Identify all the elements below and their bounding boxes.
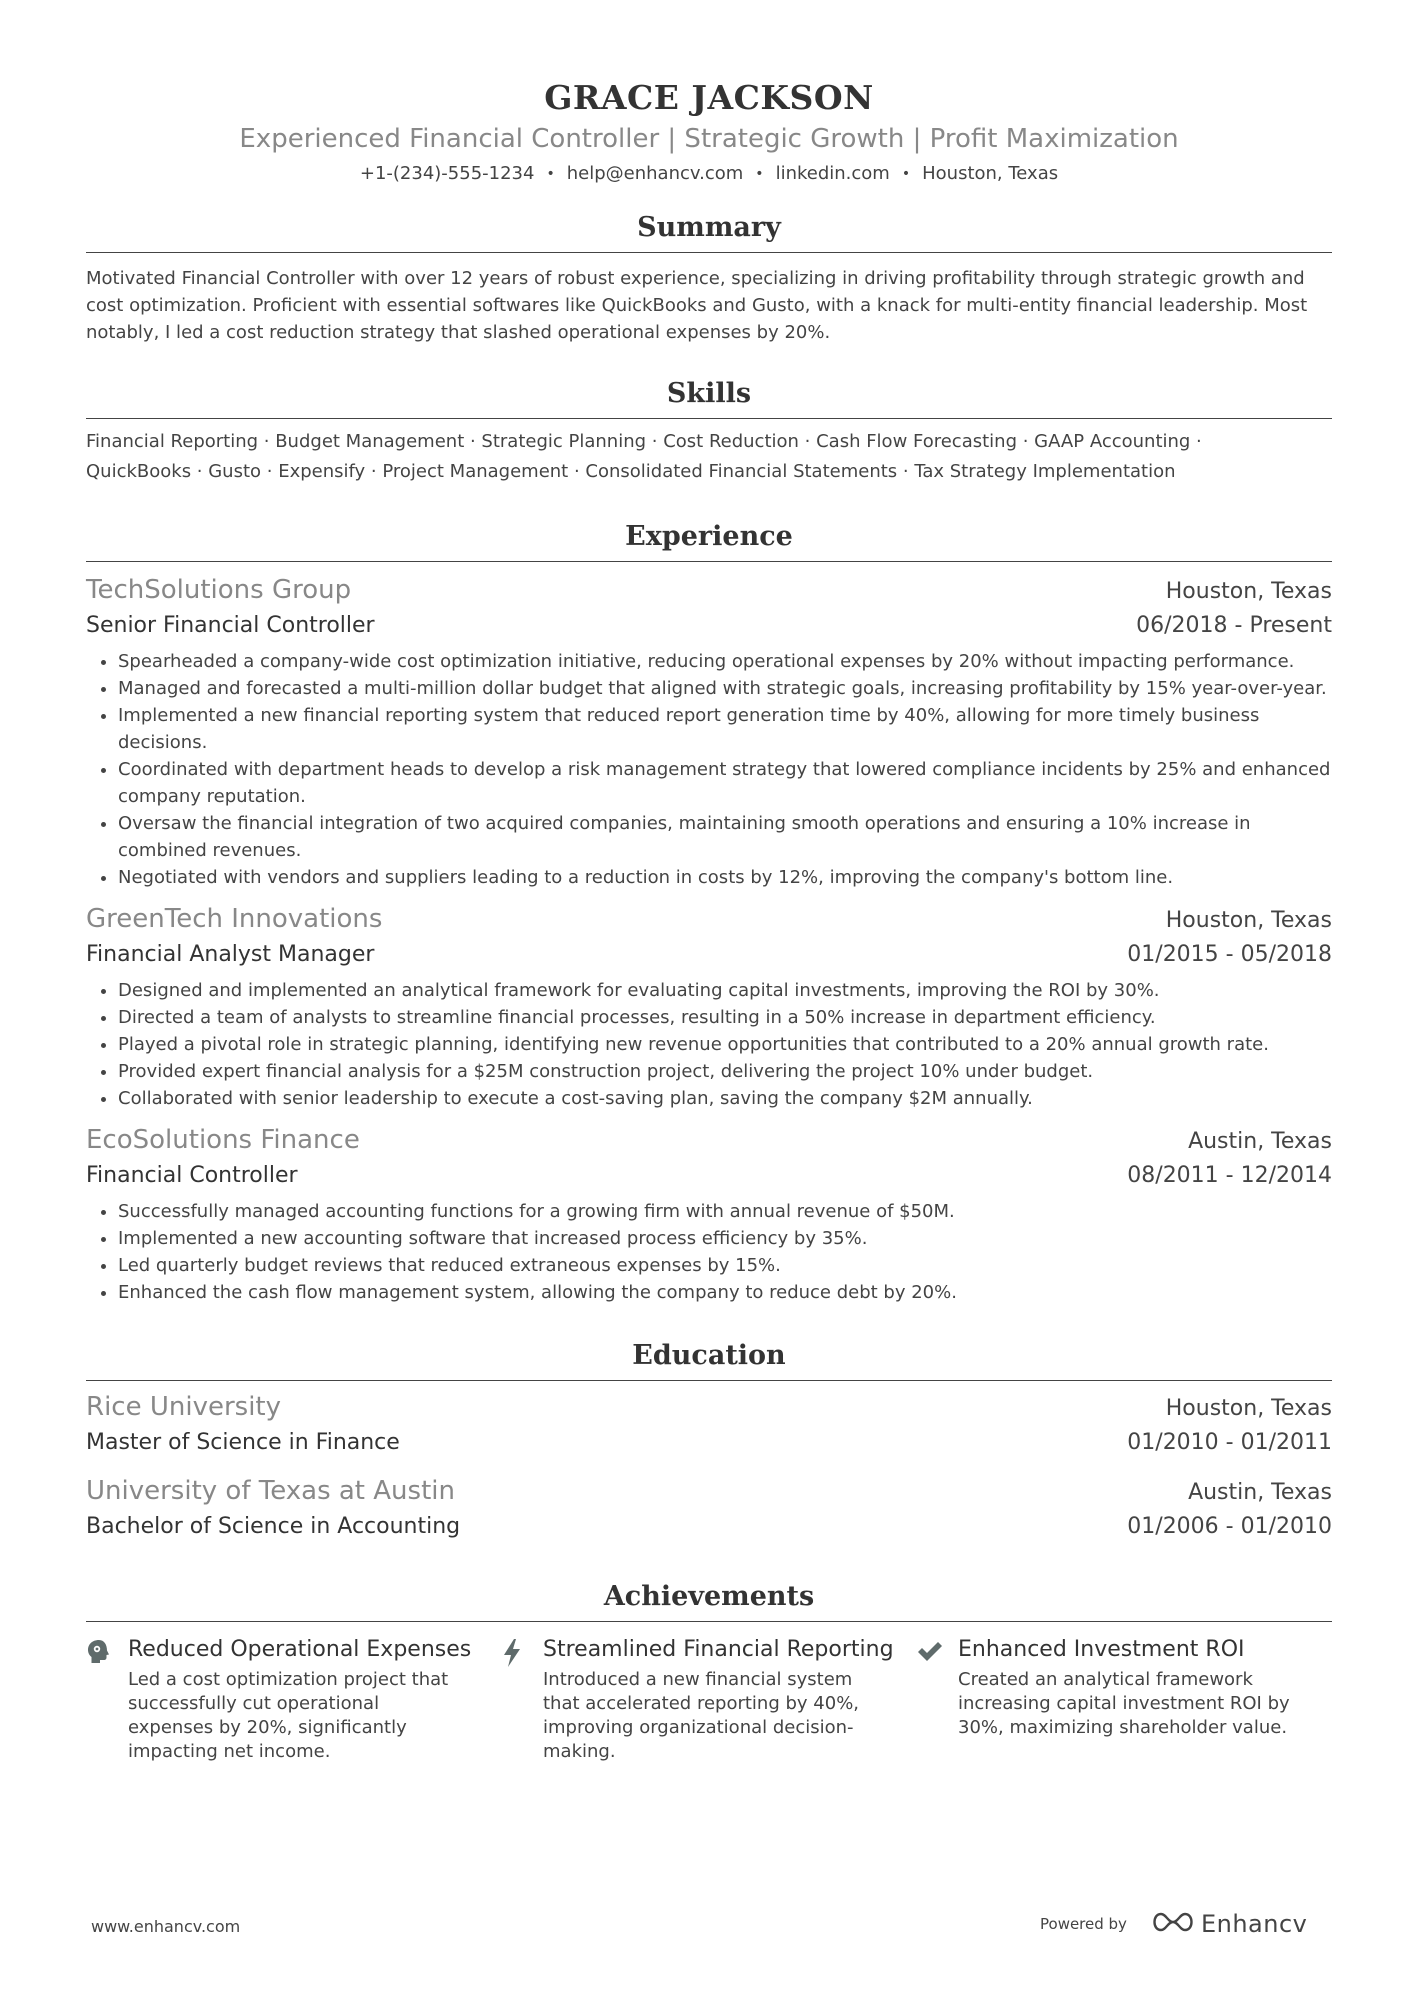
achievement-title: Streamlined Financial Reporting: [543, 1637, 894, 1662]
job-dates: 08/2011 - 12/2014: [1127, 1163, 1332, 1188]
bullet-item: • Provided expert financial analysis for a $25M construction project, delivering the project 10% under budget.: [118, 1058, 1332, 1085]
candidate-name: GRACE JACKSON: [544, 78, 874, 117]
entry-header: [86, 1122, 1332, 1160]
candidate-tagline: Experienced Financial Controller | Strategic Growth | Profit Maximization: [239, 124, 1179, 154]
bullet-item: • Led quarterly budget reviews that reduced extraneous expenses by 15%.: [118, 1252, 1332, 1279]
job-bullets: [86, 1198, 1332, 1306]
education-dates: 01/2006 - 01/2010: [1127, 1514, 1332, 1539]
section-divider: [86, 418, 1332, 419]
checkmark-icon: [916, 1634, 958, 1764]
section-divider: [86, 1380, 1332, 1381]
skills-line-2: QuickBooks · Gusto · Expensify · Project Management · Consolidated Financial Statements · Tax Strategy Implementation: [86, 461, 1176, 482]
achievement-item: [501, 1634, 916, 1764]
job-title: Financial Controller: [86, 1163, 298, 1188]
separator-dot: •: [901, 166, 911, 182]
skills-list: [86, 427, 1332, 487]
achievement-item: [86, 1634, 501, 1764]
linkedin-link[interactable]: linkedin.com: [775, 163, 890, 184]
achievement-body: [543, 1634, 894, 1764]
company-name: TechSolutions Group: [86, 575, 352, 605]
entry-header: [86, 1473, 1332, 1511]
bullet-item: • Spearheaded a company-wide cost optimization initiative, reducing operational expenses by 20% without impacting performance.: [118, 648, 1332, 675]
job-location: Houston, Texas: [1165, 908, 1332, 933]
education-dates: 01/2010 - 01/2011: [1127, 1430, 1332, 1455]
section-title-skills: Skills: [666, 378, 752, 409]
job-bullets: [86, 648, 1332, 891]
bullet-item: • Collaborated with senior leadership to execute a cost-saving plan, saving the company $2M annually.: [118, 1085, 1332, 1112]
bullet-item: • Successfully managed accounting functions for a growing firm with annual revenue of $50M.: [118, 1198, 1332, 1225]
entry-subheader: [86, 939, 1332, 971]
education-section: [86, 1336, 1332, 1543]
degree-title: Bachelor of Science in Accounting: [86, 1514, 461, 1539]
job-dates: 06/2018 - Present: [1136, 613, 1332, 638]
section-divider: [86, 561, 1332, 562]
entry-header: [86, 901, 1332, 939]
entry-header: [86, 1389, 1332, 1427]
entry-subheader: [86, 1160, 1332, 1192]
entry-subheader: [86, 1427, 1332, 1459]
bullet-item: • Directed a team of analysts to streamline financial processes, resulting in a 50% increase in department efficiency.: [118, 1004, 1332, 1031]
experience-section: [86, 517, 1332, 1306]
achievements-section: [86, 1577, 1332, 1764]
degree-title: Master of Science in Finance: [86, 1430, 400, 1455]
location-text: Houston, Texas: [922, 163, 1059, 184]
bullet-item: • Enhanced the cash flow management system, allowing the company to reduce debt by 20%.: [118, 1279, 1332, 1306]
experience-entry: [86, 572, 1332, 891]
lightning-icon: [501, 1634, 543, 1764]
footer-branding: [1040, 1910, 1307, 1938]
skills-line-1: Financial Reporting · Budget Management · Strategic Planning · Cost Reduction · Cash Flow Forecasting · GAAP Accounting ·: [86, 431, 1202, 452]
section-title-achievements: Achievements: [603, 1581, 815, 1612]
section-title-summary: Summary: [637, 212, 781, 243]
job-location: Austin, Texas: [1188, 1129, 1332, 1154]
school-name: Rice University: [86, 1392, 281, 1422]
bullet-item: • Designed and implemented an analytical framework for evaluating capital investments, improving the ROI by 30%.: [118, 977, 1332, 1004]
brain-head-icon: [86, 1634, 128, 1764]
achievement-description: Created an analytical framework increasing capital investment ROI by 30%, maximizing shareholder value.: [958, 1669, 1290, 1738]
section-divider: [86, 252, 1332, 253]
experience-entry: [86, 901, 1332, 1112]
achievement-description: Introduced a new financial system that accelerated reporting by 40%, improving organizational decision-making.: [543, 1669, 860, 1762]
job-title: Senior Financial Controller: [86, 613, 375, 638]
enhancv-logo-icon: [1153, 1911, 1193, 1937]
achievement-title: Reduced Operational Expenses: [128, 1637, 472, 1662]
separator-dot: •: [755, 166, 764, 182]
school-location: Austin, Texas: [1188, 1480, 1332, 1505]
job-bullets: [86, 977, 1332, 1112]
skills-section: [86, 374, 1332, 487]
job-title: Financial Analyst Manager: [86, 942, 375, 967]
entry-subheader: [86, 1511, 1332, 1543]
bullet-item: • Managed and forecasted a multi-million dollar budget that aligned with strategic goals, increasing profitability by 15% year-over-year.: [118, 675, 1332, 702]
school-name: University of Texas at Austin: [86, 1476, 455, 1506]
section-divider: [86, 1621, 1332, 1622]
bullet-item: • Played a pivotal role in strategic planning, identifying new revenue opportunities that contributed to a 20% annual growth rate.: [118, 1031, 1332, 1058]
bullet-item: • Implemented a new financial reporting system that reduced report generation time by 40%, allowing for more timely business decisions.: [118, 702, 1332, 756]
resume-page: [86, 0, 1332, 1764]
company-name: GreenTech Innovations: [86, 904, 383, 934]
entry-header: [86, 572, 1332, 610]
bullet-item: • Oversaw the financial integration of two acquired companies, maintaining smooth operations and ensuring a 10% increase in combined revenues.: [118, 810, 1332, 864]
achievement-body: [958, 1634, 1298, 1764]
contact-line: [86, 160, 1332, 188]
bullet-item: • Coordinated with department heads to develop a risk management strategy that lowered compliance incidents by 25% and enhanced company reputation.: [118, 756, 1332, 810]
achievements-list: [86, 1634, 1332, 1764]
phone-text: +1-(234)-555-1234: [359, 163, 535, 184]
email-link[interactable]: help@enhancv.com: [566, 163, 744, 184]
summary-text: Motivated Financial Controller with over 12 years of robust experience, specializing in driving profitability through strategic growth and cost optimization. Proficient with essential softwares like QuickBooks and Gusto, with a knack for multi-entity financial leadership. Most notably, I led a cost reduction strategy that slashed operational expenses by 20%.: [86, 268, 1308, 343]
separator-dot: •: [546, 166, 555, 182]
company-name: EcoSolutions Finance: [86, 1125, 360, 1155]
job-location: Houston, Texas: [1165, 579, 1332, 604]
achievement-description: Led a cost optimization project that successfully cut operational expenses by 20%, significantly impacting net income.: [128, 1669, 449, 1762]
achievement-title: Enhanced Investment ROI: [958, 1637, 1245, 1662]
experience-entry: [86, 1122, 1332, 1306]
achievement-item: [916, 1634, 1331, 1764]
bullet-item: • Implemented a new accounting software that increased process efficiency by 35%.: [118, 1225, 1332, 1252]
achievement-body: [128, 1634, 471, 1764]
section-title-experience: Experience: [625, 521, 793, 552]
bullet-item: • Negotiated with vendors and suppliers leading to a reduction in costs by 12%, improving the company's bottom line.: [118, 864, 1332, 891]
education-entry: [86, 1389, 1332, 1459]
education-entry: [86, 1473, 1332, 1543]
footer-website-link[interactable]: www.enhancv.com: [91, 1917, 241, 1936]
resume-header: [86, 0, 1332, 188]
enhancv-brand-text: Enhancv: [1200, 1910, 1308, 1938]
section-title-education: Education: [632, 1340, 786, 1371]
summary-section: [86, 208, 1332, 346]
school-location: Houston, Texas: [1165, 1396, 1332, 1421]
job-dates: 01/2015 - 05/2018: [1127, 942, 1332, 967]
powered-by-text: Powered by: [1040, 1915, 1127, 1933]
entry-subheader: [86, 610, 1332, 642]
